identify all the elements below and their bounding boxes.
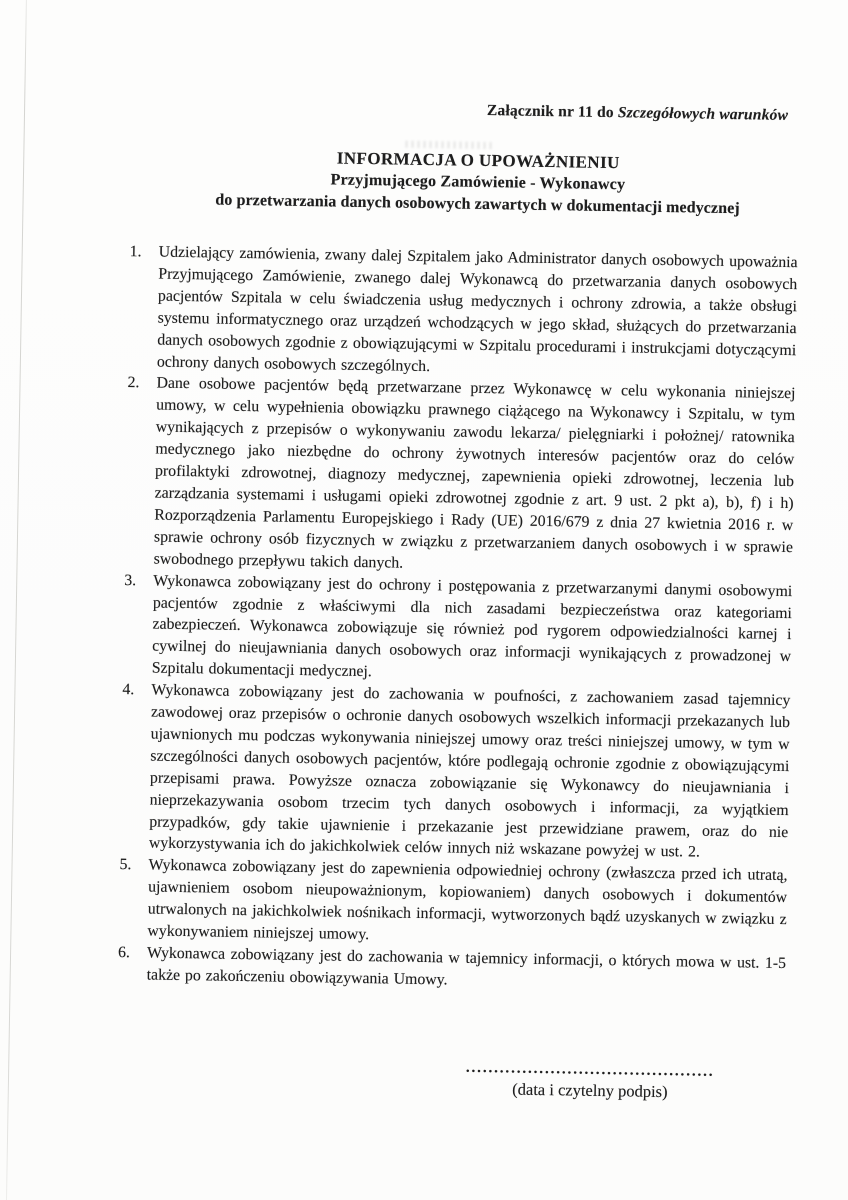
- attachment-header-text: Załącznik nr 11 do: [486, 101, 619, 122]
- document-title-line-3: do przetwarzania danych osobowych zawartych w dokumentacji medycznej: [215, 191, 740, 218]
- clause-text: Dane osobowe pacjentów będą przetwarzane przez Wykonawcę w celu wykonania niniejszej umowy, w celu wypełnienia obowiązku prawnego ciążącego na Wykonawcy i Szpitalu, w tym wynikających z przepisów o wykonywaniu zawodu lekarza/ pielęgniarki i położnej/ ratownika medycznego jako niezbędne do ochrony żywotnych interesów pacjentów oraz do celów profilaktyki zdrowotnej, diagnozy medycznej, zapewnienia opieki zdrowotnej, leczenia lub zarządzania systemami i usługami opieki zdrowotnej zgodnie z art. 9 ust. 2 pkt a), b), f) i h) Rozporządzenia Parlamentu Europejskiego i Rady (UE) 2016/679 z dnia 27 kwietnia 2016 r. w sprawie ochrony osób fizycznych w związku z przetwarzaniem danych osobowych i w sprawie swobodnego przepływu takich danych.: [153, 374, 796, 572]
- clause-item-5: [118, 854, 787, 953]
- clause-text: Wykonawca zobowiązany jest do zachowania w poufności, z zachowaniem zasad tajemnicy zawodowej oraz przepisów o ochronie danych osobowych wszelkich informacji przekazanych lub ujawnionych mu podczas wykonywania niniejszej umowy oraz treści niniejszej umowy, w tym w szczególności danych osobowych pacjentów, które podlegają ochronie zgodnie z obowiązującymi przepisami prawa. Powyższe oznacza zobowiązanie się Wykonawcy do nieujawniania i nieprzekazywania osobom trzecim tych danych osobowych i informacji, za wyjątkiem przypadków, gdy takie ujawnienie i przekazanie jest przewidziane prawem, oraz do nie wykorzystywania ich do jakichkolwiek celów innych niż wskazane powyżej w ust. 2.: [148, 681, 791, 862]
- clause-number: 5.: [119, 856, 132, 874]
- clause-item-3: [123, 570, 793, 691]
- clause-list: [118, 241, 798, 997]
- scan-paper-edge-line: [5, 0, 28, 1200]
- document-title-line-1: INFORMACJA O UPOWAŻNIENIU: [336, 148, 620, 173]
- signature-dotted-line: ............................................: [465, 1059, 715, 1080]
- signature-caption: (data i czytelny podpis): [512, 1079, 668, 1102]
- clause-item-1: [128, 241, 798, 383]
- clause-item-4: [120, 679, 791, 865]
- clause-text: Wykonawca zobowiązany jest do zapewnienia odpowiedniej ochrony (zwłaszcza przed ich utratą, ujawnieniem osobom nieupoważnionym, kopiowaniem) danych osobowych i dokumentów utrwalonych na jakichkolwiek nośnikach informacji, wytworzonych bądź uzyskanych w związku z wykonywaniem niniejszej umowy.: [147, 856, 788, 944]
- clause-number: 2.: [127, 374, 140, 392]
- clause-number: 6.: [117, 943, 131, 962]
- clause-text: Wykonawca zobowiązany jest do zachowania w tajemnicy informacji, o których mowa w ust. 1-5 także po zakończeniu obowiązywania Umowy.: [146, 944, 787, 989]
- document-title-line-2: Przyjmującego Zamówienie - Wykonawcy: [330, 171, 626, 194]
- attachment-header: [8, 93, 788, 125]
- clause-number: 3.: [124, 571, 137, 589]
- document-title-block: [138, 144, 817, 221]
- clause-text: Wykonawca zobowiązany jest do ochrony i postępowania z przetwarzanymi danymi osobowymi pacjentów zgodnie z właściwymi dla nich zasadami bezpieczeństwa oraz kategoriami zabezpieczeń. Wykonawca zobowiązuje się również pod rygorem odpowiedzialności karnej i cywilnej do nieujawniania danych osobowych oraz informacji wynikających z prowadzonej w Szpitalu dokumentacji medycznej.: [151, 572, 793, 681]
- clause-number: 4.: [122, 681, 135, 699]
- signature-block: [440, 1058, 741, 1103]
- attachment-header-italic: Szczegółowych warunków: [617, 104, 789, 124]
- scan-artifact-smudge: [405, 141, 495, 149]
- clause-text: Udzielający zamówienia, zwany dalej Szpitalem jako Administrator danych osobowych upoważnia Przyjmującego Zamówienie, zwanego dalej Wykonawcą do przetwarzania danych osobowych pacjentów Szpitala w celu świadczenia usług medycznych i ochrony zdrowia, a także obsługi systemu informatycznego oraz urządzeń wchodzących w jego skład, służących do przetwarzania danych osobowych zgodnie z obowiązującymi w Szpitalu procedurami i instrukcjami dotyczącymi ochrony danych osobowych szczególnych.: [156, 243, 798, 375]
- clause-item-2: [124, 372, 795, 580]
- clause-number: 1.: [129, 243, 142, 261]
